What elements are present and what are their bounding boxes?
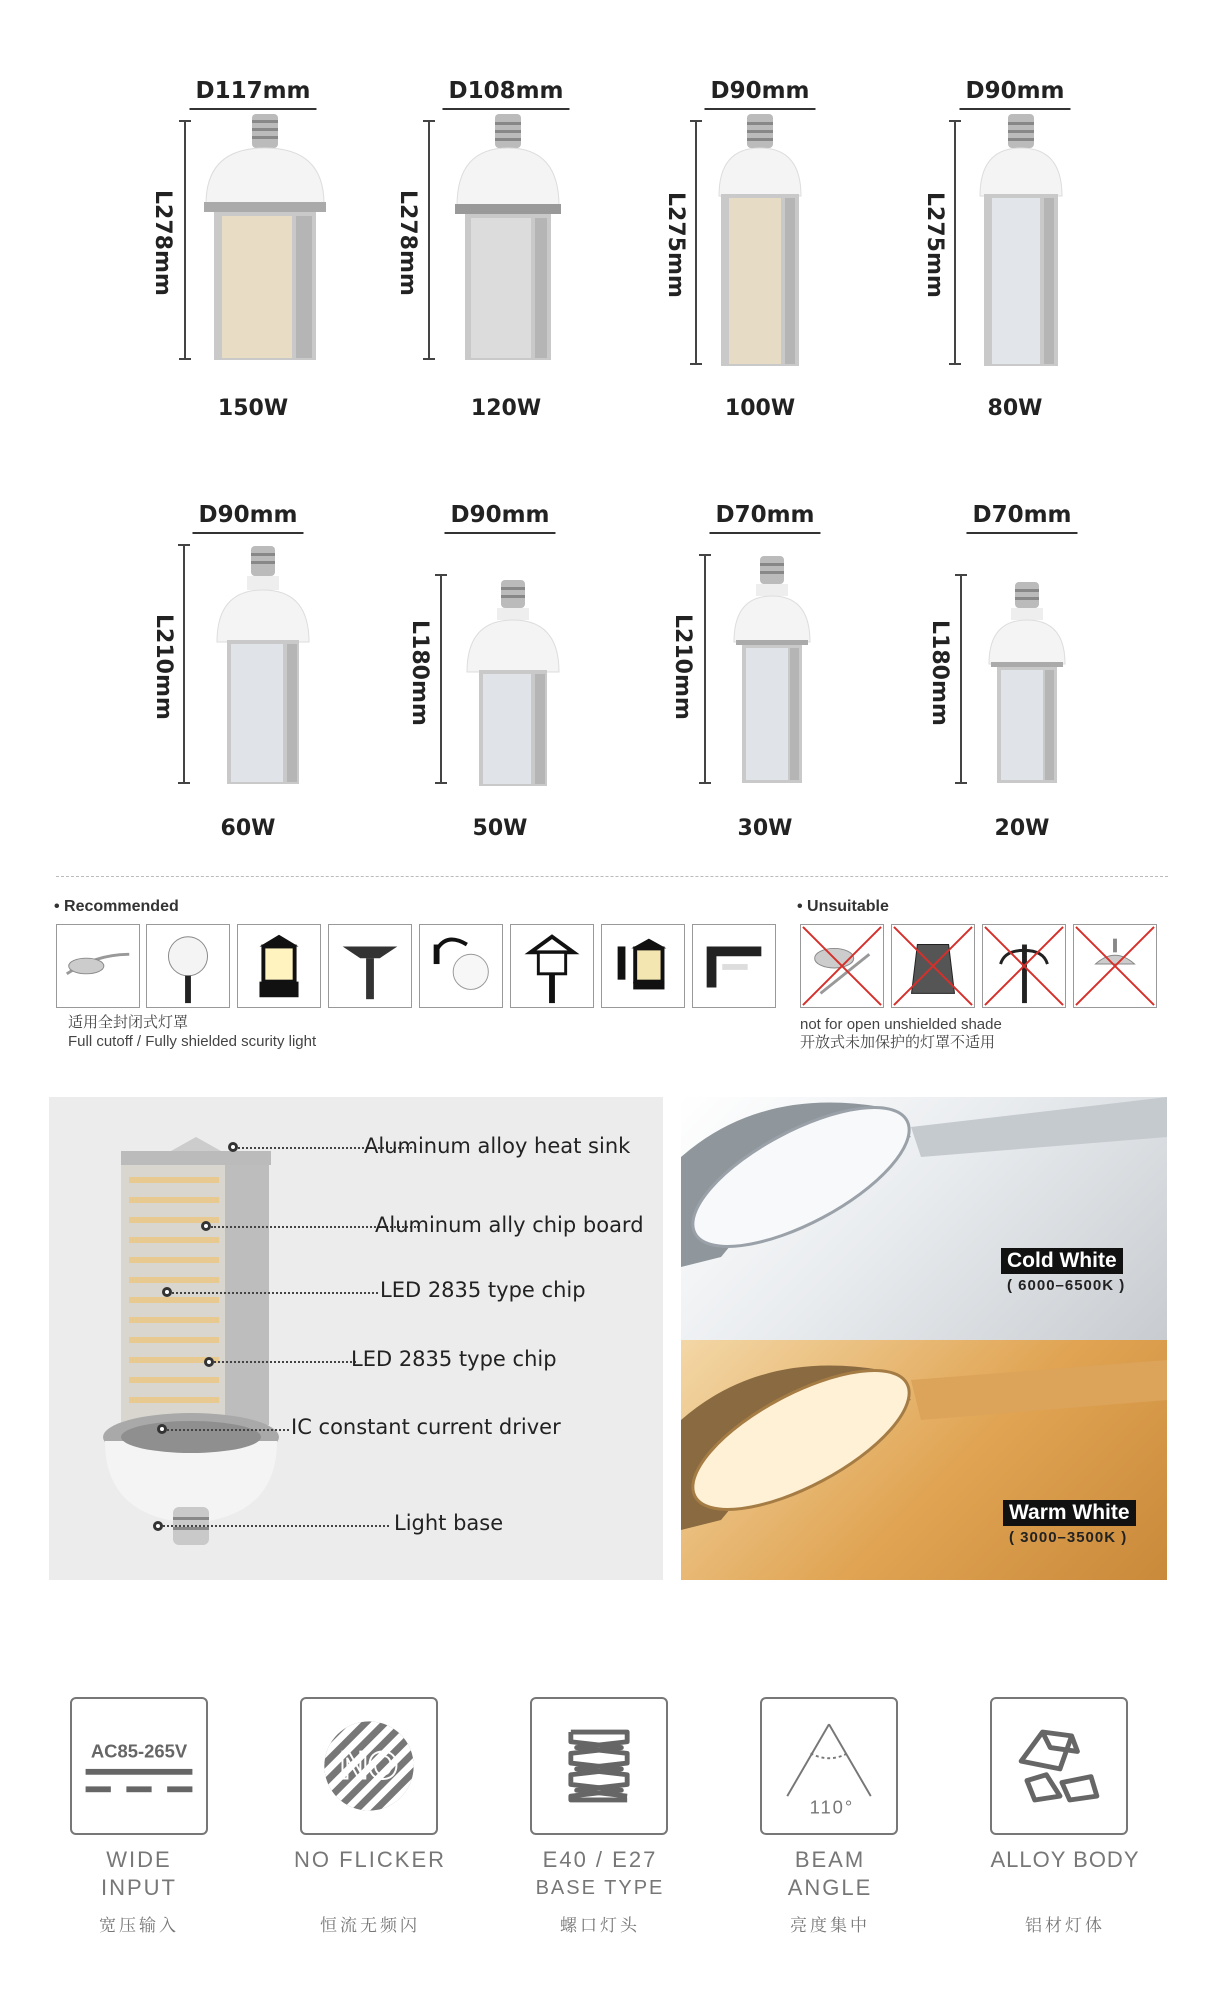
product-120w — [381, 78, 631, 438]
lamp-post-lantern-icon — [510, 924, 594, 1008]
corn-lamp-120w-image — [453, 114, 563, 366]
corn-lamp-20w-image — [987, 582, 1067, 788]
length-dimension-line — [960, 574, 962, 784]
corn-lamp-50w-image — [463, 580, 563, 790]
diameter-label: D90mm — [444, 502, 555, 534]
base-type-title-1: E40 / E27 — [542, 1847, 658, 1872]
wattage-label: 100W — [724, 396, 796, 421]
warm-white-panel — [681, 1340, 1167, 1580]
callout-led-chip-2: LED 2835 type chip — [351, 1347, 557, 1371]
no-flicker-cn: 恒流无频闪 — [320, 1916, 420, 1935]
warm-white-label: Warm White — [1003, 1500, 1136, 1526]
length-dimension-line — [954, 120, 956, 365]
base-type-title-2: BASE TYPE — [535, 1877, 665, 1899]
diameter-label: D90mm — [192, 502, 303, 534]
wattage-label: 120W — [470, 396, 542, 421]
beam-angle-cn: 亮度集中 — [790, 1916, 870, 1935]
cold-white-range: ( 6000–6500K ) — [1007, 1277, 1126, 1294]
beam-angle-icon — [760, 1697, 898, 1835]
corn-lamp-30w-image — [732, 556, 812, 788]
wattage-label: 30W — [737, 816, 793, 841]
callout-dot — [201, 1221, 211, 1231]
diameter-label: D90mm — [959, 78, 1070, 110]
garden-post-light-icon — [328, 924, 412, 1008]
wall-lantern-icon — [601, 924, 685, 1008]
callout-dot — [228, 1142, 238, 1152]
length-label: L278mm — [395, 190, 420, 296]
warm-white-range: ( 3000–3500K ) — [1009, 1529, 1128, 1546]
screw-base-icon — [530, 1697, 668, 1835]
length-dimension-line — [184, 120, 186, 360]
section-divider — [56, 876, 1168, 877]
wide-input-title-2: INPUT — [101, 1875, 177, 1900]
length-label: L180mm — [927, 620, 952, 726]
beam-angle-title-1: BEAM — [794, 1847, 866, 1872]
wattage-label: 50W — [472, 816, 528, 841]
wattage-label: 60W — [220, 816, 276, 841]
length-label: L275mm — [663, 192, 688, 298]
callout-line — [167, 1429, 289, 1431]
length-label: L275mm — [922, 192, 947, 298]
length-label: L210mm — [670, 614, 695, 720]
corn-lamp-100w-image — [715, 114, 805, 370]
base-type-cn: 螺口灯头 — [560, 1916, 640, 1935]
beam-angle-title-2: ANGLE — [787, 1875, 873, 1900]
open-downlight-icon — [1073, 924, 1157, 1008]
cold-white-label: Cold White — [1001, 1248, 1123, 1274]
recommended-title: • Recommended — [54, 898, 179, 915]
no-flicker-icon — [300, 1697, 438, 1835]
diameter-label: D117mm — [189, 78, 316, 110]
callout-driver: IC constant current driver — [291, 1415, 561, 1439]
product-20w — [897, 502, 1147, 862]
product-150w — [128, 78, 378, 438]
length-label: L180mm — [407, 620, 432, 726]
product-60w — [123, 502, 373, 862]
exploded-lamp-image — [101, 1137, 301, 1547]
alloy-body-title: ALLOY BODY — [990, 1847, 1140, 1872]
unsuitable-note-en: not for open unshielded shade — [800, 1016, 1002, 1033]
cold-white-panel — [681, 1097, 1167, 1340]
callout-line — [163, 1525, 389, 1527]
product-100w — [635, 78, 885, 438]
open-street-light-icon — [800, 924, 884, 1008]
cold-white-lamp-image — [681, 1097, 1167, 1340]
wattage-label: 80W — [987, 396, 1043, 421]
corn-lamp-60w-image — [213, 546, 313, 788]
length-dimension-line — [440, 574, 442, 784]
wall-pack-light-icon — [692, 924, 776, 1008]
callout-dot — [153, 1521, 163, 1531]
product-80w — [890, 78, 1140, 438]
diameter-label: D70mm — [966, 502, 1077, 534]
product-50w — [375, 502, 625, 862]
unsuitable-note-cn: 开放式未加保护的灯罩不适用 — [800, 1034, 996, 1051]
globe-post-light-icon — [146, 924, 230, 1008]
length-dimension-line — [704, 554, 706, 784]
callout-heat-sink: Aluminum alloy heat sink — [364, 1134, 631, 1158]
alloy-body-cn: 铝材灯体 — [1025, 1916, 1105, 1935]
corn-lamp-150w-image — [200, 114, 330, 366]
callout-dot — [204, 1357, 214, 1367]
callout-chip-board: Aluminum ally chip board — [375, 1213, 644, 1237]
recommended-note-en: Full cutoff / Fully shielded scurity light — [68, 1033, 317, 1050]
wattage-label: 150W — [217, 396, 289, 421]
length-label: L278mm — [150, 190, 175, 296]
length-label: L210mm — [151, 614, 176, 720]
street-light-icon — [56, 924, 140, 1008]
no-flicker-title: NO FLICKER — [293, 1847, 447, 1872]
wide-input-icon — [70, 1697, 208, 1835]
unsuitable-title: • Unsuitable — [797, 898, 889, 915]
open-lantern-icon — [891, 924, 975, 1008]
wide-input-title-1: WIDE — [106, 1847, 172, 1872]
length-dimension-line — [183, 544, 185, 784]
wall-globe-light-icon — [419, 924, 503, 1008]
wattage-label: 20W — [994, 816, 1050, 841]
product-30w — [640, 502, 890, 862]
pillar-lantern-icon — [237, 924, 321, 1008]
length-dimension-line — [428, 120, 430, 360]
no-flicker-badge: NO — [339, 1744, 399, 1788]
diameter-label: D108mm — [442, 78, 569, 110]
callout-led-chip-1: LED 2835 type chip — [380, 1278, 586, 1302]
diameter-label: D90mm — [704, 78, 815, 110]
wide-input-cn: 宽压输入 — [99, 1916, 179, 1935]
diameter-label: D70mm — [709, 502, 820, 534]
open-post-light-icon — [982, 924, 1066, 1008]
structure-diagram — [49, 1097, 663, 1580]
alloy-body-icon — [990, 1697, 1128, 1835]
callout-line — [172, 1292, 378, 1294]
corn-lamp-80w-image — [976, 114, 1066, 370]
beam-angle-value: 110° — [809, 1796, 855, 1818]
length-dimension-line — [695, 120, 697, 365]
callout-light-base: Light base — [394, 1511, 504, 1535]
wide-input-badge: AC85-265V — [90, 1740, 188, 1762]
callout-line — [214, 1361, 356, 1363]
callout-dot — [157, 1424, 167, 1434]
recommended-note-cn: 适用全封闭式灯罩 — [68, 1014, 189, 1031]
callout-dot — [162, 1287, 172, 1297]
